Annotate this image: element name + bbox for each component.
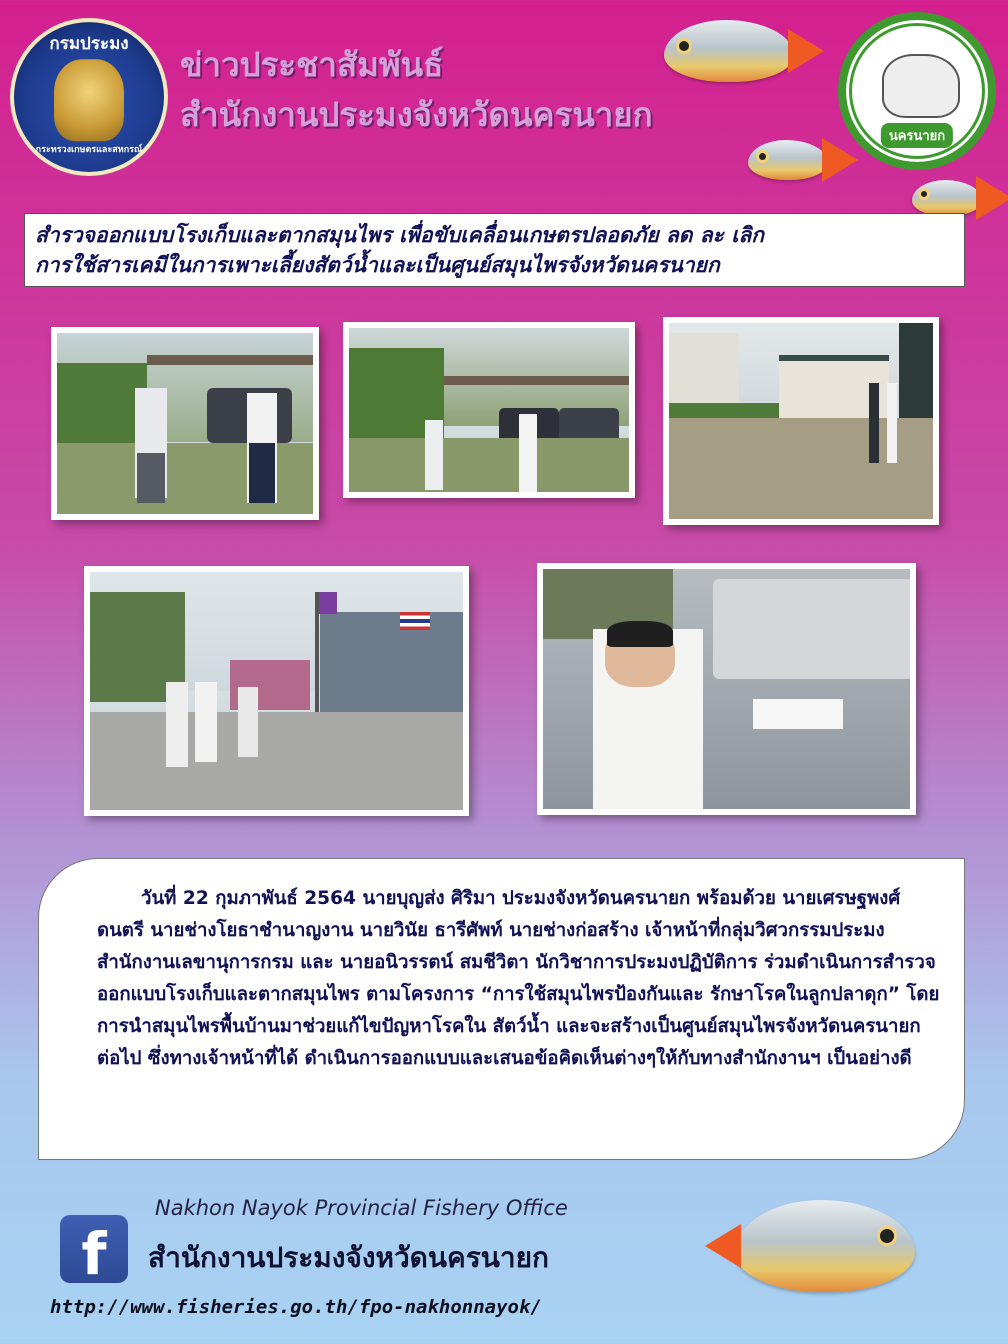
fish-icon [735,1200,915,1292]
headline-line-1: สำรวจออกแบบโรงเก็บและตากสมุนไพร เพื่อขับเคลื่อนเกษตรปลอดภัย ลด ละ เลิก [35,223,764,247]
page-title [180,40,653,140]
fish-icon [912,180,982,216]
body-paragraph: วันที่ 22 กุมภาพันธ์ 2564 นายบุญส่ง ศิริมา ประมงจังหวัดนครนายก พร้อมด้วย นายเศรษฐพงศ์ ดนตรี นายช่างโยธาชำนาญงาน นายวินัย ธารีศัพท์ นายช่างก่อสร้าง เจ้าหน้าที่กลุ่มวิศวกรรมประมง สำนักงานเลขานุการกรม และ นายอนิวรรตน์ สมชีวิตา นักวิชาการประมงปฏิบัติการ ร่วมดำเนินการสำรวจ ออกแบบโรงเก็บและตากสมุนไพร ตามโครงการ “การใช้สมุนไพรป้องกันและ รักษาโรคในลูกปลาดุก” โดยการนำสมุนไพรพื้นบ้านมาช่วยแก้ไขปัญหาโรคใน สัตว์น้ำ และจะสร้างเป็นศูนย์สมุนไพรจังหวัดนครนายก ต่อไป ซึ่งทางเจ้าหน้าที่ได้ ดำเนินการออกแบบและเสนอข้อคิดเห็นต่างๆให้กับทางสำนักงานฯ เป็นอย่างดี [97,888,940,1069]
elephant-icon [882,54,960,118]
fish-icon [748,140,828,180]
title-line-2: สำนักงานประมงจังหวัดนครนายก [180,95,653,134]
photo-carport-inspection-1 [51,327,319,520]
right-logo-label: นครนายก [881,123,953,148]
fish-icon [664,20,794,82]
department-of-fisheries-logo [10,18,168,176]
facebook-icon[interactable]: f [60,1215,128,1283]
news-body [38,858,965,1160]
left-logo-top-text: กรมประมง [49,34,129,54]
title-line-1: ข่าวประชาสัมพันธ์ [180,45,444,84]
photo-building-yard [663,317,939,525]
photo-carport-inspection-2 [343,322,635,498]
left-logo-bottom-text: กระทรวงเกษตรและสหกรณ์ [35,145,143,155]
photo-office-gate [84,566,469,816]
facebook-page-name[interactable]: สำนักงานประมงจังหวัดนครนายก [148,1241,549,1274]
photo-drafting-on-car [537,563,916,815]
nakhon-nayok-province-logo [838,12,996,170]
headline-box [24,213,965,287]
office-name-english: Nakhon Nayok Provincial Fishery Office [155,1196,568,1220]
headline-line-2: การใช้สารเคมีในการเพาะเลี้ยงสัตว์น้ำและเป็นศูนย์สมุนไพรจังหวัดนครนายก [35,253,720,277]
website-link[interactable]: http://www.fisheries.go.th/fpo-nakhonnayok/ [50,1296,542,1318]
emblem-icon [54,59,124,141]
